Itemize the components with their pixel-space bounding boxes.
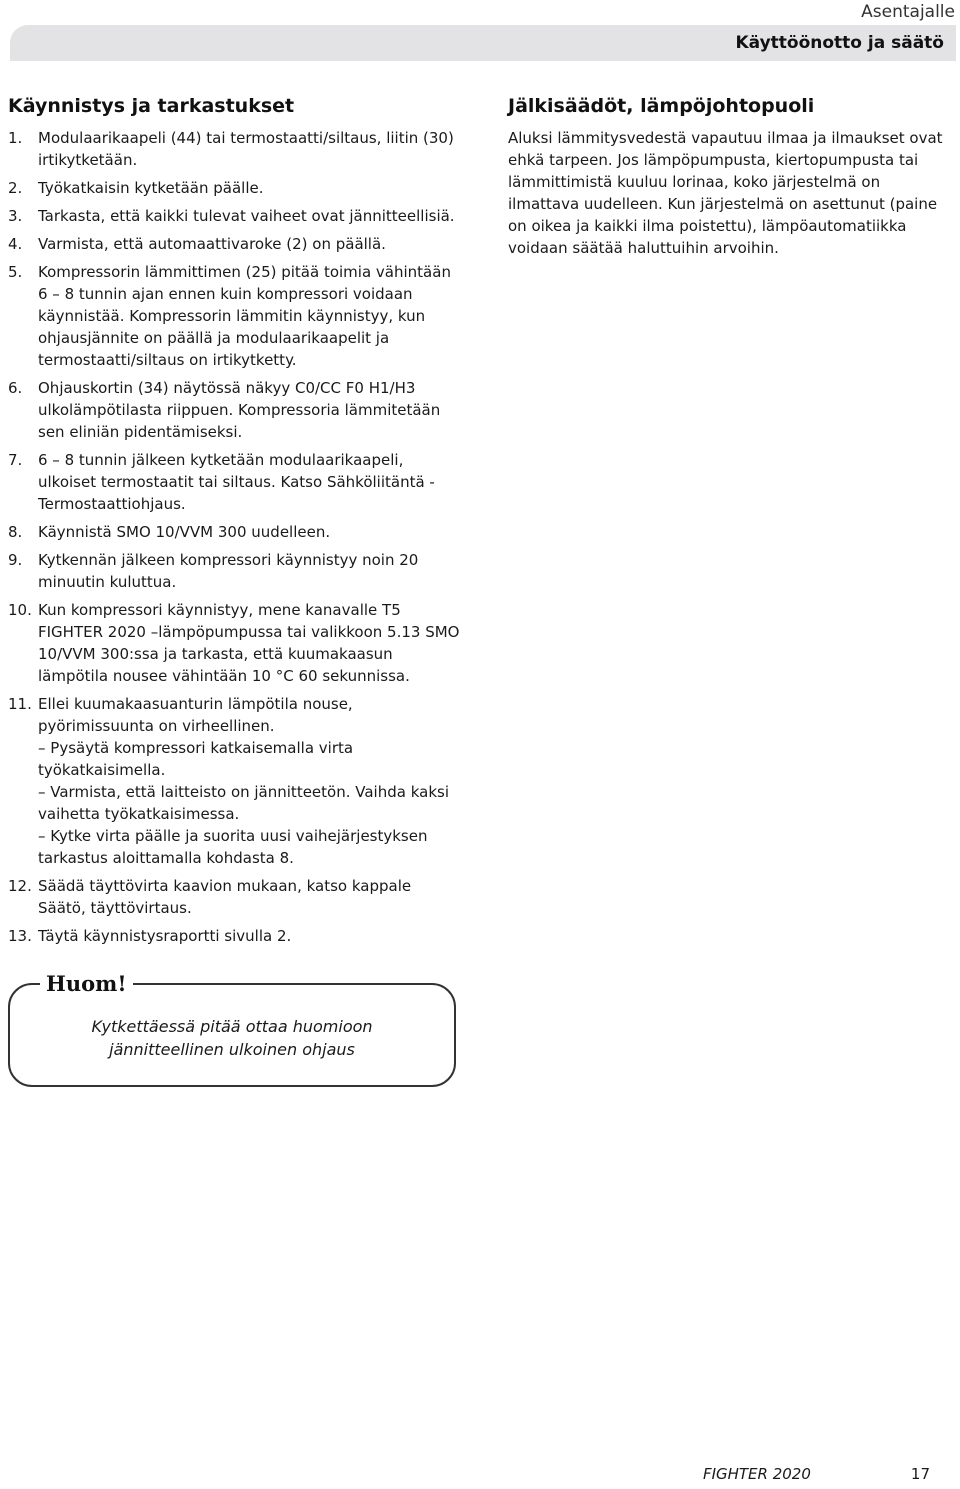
note-line-2: jännitteellinen ulkoinen ohjaus <box>109 1040 355 1059</box>
right-column <box>508 93 952 259</box>
note-box <box>8 971 456 1087</box>
list-item <box>8 377 460 443</box>
adjustment-heading: Jälkisäädöt, lämpöjohtopuoli <box>508 95 815 117</box>
list-item <box>8 925 460 947</box>
list-item <box>8 205 460 227</box>
step-text: Työkatkaisin kytketään päälle. <box>38 179 264 197</box>
step-number: 12. <box>8 877 32 895</box>
step-number: 5. <box>8 263 23 281</box>
step-text: Säädä täyttövirta kaavion mukaan, katso kappale Säätö, täyttövirtaus. <box>38 877 412 917</box>
step-sub-item: – Pysäytä kompressori katkaisemalla virta työkatkaisimella. <box>38 739 354 779</box>
list-item <box>8 521 460 543</box>
list-item <box>8 261 460 371</box>
startup-steps-list <box>8 127 460 947</box>
list-item <box>8 875 460 919</box>
step-number: 10. <box>8 601 32 619</box>
list-item <box>8 177 460 199</box>
page-number: 17 <box>910 1465 930 1483</box>
step-text: Täytä käynnistysraportti sivulla 2. <box>38 927 292 945</box>
list-item <box>8 233 460 255</box>
list-item <box>8 693 460 869</box>
step-body <box>38 693 460 869</box>
step-body <box>38 233 460 255</box>
step-number: 11. <box>8 695 32 713</box>
list-item <box>8 127 460 171</box>
step-text: Ellei kuumakaasuanturin lämpötila nouse, pyörimissuunta on virheellinen. <box>38 695 353 735</box>
step-body <box>38 449 460 515</box>
step-body <box>38 549 460 593</box>
step-number: 2. <box>8 179 23 197</box>
step-number: 9. <box>8 551 23 569</box>
step-text: Käynnistä SMO 10/VVM 300 uudelleen. <box>38 523 331 541</box>
audience-label: Asentajalle <box>861 2 955 22</box>
step-number: 8. <box>8 523 23 541</box>
startup-heading: Käynnistys ja tarkastukset <box>8 95 295 117</box>
step-number: 13. <box>8 927 32 945</box>
step-sub-item: – Varmista, että laitteisto on jännitteetön. Vaihda kaksi vaihetta työkatkaisimessa. <box>38 783 449 823</box>
step-body <box>38 261 460 371</box>
note-text <box>10 1015 454 1061</box>
adjustment-paragraph: Aluksi lämmitysvedestä vapautuu ilmaa ja ilmaukset ovat ehkä tarpeen. Jos lämpöpumpusta, kiertopumpusta tai lämmittimistä kuuluu lorinaa, koko järjestelmä on ilmattava uudelleen. Kun järjestelmä on asettunut (paine on oikea ja kaikki ilma poistettu), lämpöautomatiikka voidaan säätää haluttuihin arvoihin. <box>508 129 943 257</box>
step-body <box>38 521 460 543</box>
list-item <box>8 449 460 515</box>
left-column <box>8 93 460 953</box>
step-text: Kun kompressori käynnistyy, mene kanavalle T5 FIGHTER 2020 –lämpöpumpussa tai valikkoon 5.13 SMO 10/VVM 300:ssa ja tarkasta, että kuumakaasun lämpötila nousee vähintään 10 °C 60 sekunnissa. <box>38 601 460 685</box>
step-number: 1. <box>8 129 23 147</box>
list-item <box>8 599 460 687</box>
section-title: Käyttöönotto ja säätö <box>735 33 944 53</box>
step-number: 7. <box>8 451 23 469</box>
step-body <box>38 925 460 947</box>
step-text: Modulaarikaapeli (44) tai termostaatti/siltaus, liitin (30) irtikytketään. <box>38 129 454 169</box>
step-text: 6 – 8 tunnin jälkeen kytketään modulaarikaapeli, ulkoiset termostaatit tai siltaus. Katso Sähköliitäntä - Termostaattiohjaus. <box>38 451 435 513</box>
step-body <box>38 177 460 199</box>
step-body <box>38 377 460 443</box>
step-number: 6. <box>8 379 23 397</box>
section-header-bar <box>10 25 956 61</box>
step-text: Kytkennän jälkeen kompressori käynnistyy noin 20 minuutin kuluttua. <box>38 551 419 591</box>
step-text: Ohjauskortin (34) näytössä näkyy C0/CC F0 H1/H3 ulkolämpötilasta riippuen. Kompressoria lämmitetään sen eliniän pidentämiseksi. <box>38 379 441 441</box>
note-label: Huom! <box>40 971 133 996</box>
step-text: Varmista, että automaattivaroke (2) on päällä. <box>38 235 386 253</box>
step-body <box>38 205 460 227</box>
step-sub-item: – Kytke virta päälle ja suorita uusi vaihejärjestyksen tarkastus aloittamalla kohdasta 8. <box>38 827 428 867</box>
footer-product: FIGHTER 2020 <box>702 1465 811 1483</box>
step-number: 4. <box>8 235 23 253</box>
step-body <box>38 127 460 171</box>
step-text: Tarkasta, että kaikki tulevat vaiheet ovat jännitteellisiä. <box>38 207 455 225</box>
list-item <box>8 549 460 593</box>
page-footer <box>703 1465 930 1483</box>
step-body <box>38 599 460 687</box>
step-body <box>38 875 460 919</box>
note-line-1: Kytkettäessä pitää ottaa huomioon <box>91 1017 373 1036</box>
step-text: Kompressorin lämmittimen (25) pitää toimia vähintään 6 – 8 tunnin ajan ennen kuin kompressori voidaan käynnistää. Kompressorin lämmitin käynnistyy, kun ohjausjännite on päällä ja modulaarikaapelit ja termostaatti/siltaus on irtikytketty. <box>38 263 451 369</box>
step-number: 3. <box>8 207 23 225</box>
